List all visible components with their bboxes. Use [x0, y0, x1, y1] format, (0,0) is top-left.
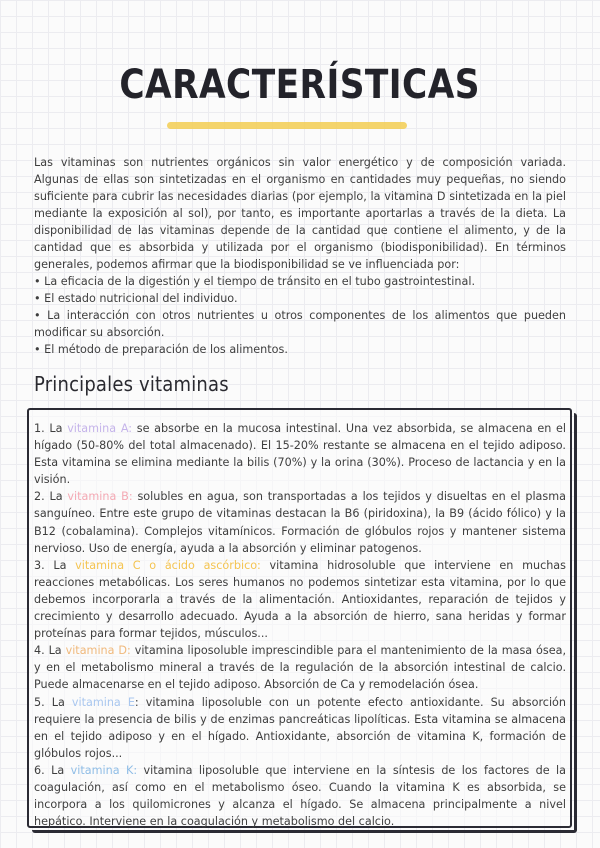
- vitamin-prefix: 4. La: [34, 644, 66, 658]
- intro-paragraph: Las vitaminas son nutrientes orgánicos sin valor energético y de composición variada. Algunas de ellas son sintetizadas en el organismo en cantidades muy pequeñas, no siendo suficiente para cubrir las necesidades diarias (por ejemplo, la vitamina D sintetizada en la piel mediante la exposición al sol), por tanto, es importante aportarlas a través de la dieta. La disponibilidad de las vitaminas depende de la cantidad que contiene el alimento, y de la cantidad que es absorbida y utilizada por el organismo (biodisponibilidad). En términos generales, podemos afirmar que la biodisponibilidad se ve influenciada por:: [34, 156, 566, 271]
- vitamin-item-e: [34, 694, 566, 762]
- vitamin-prefix: 2. La: [34, 490, 68, 504]
- title-container: [0, 62, 600, 108]
- vitamin-item-k: [34, 762, 566, 830]
- vitamin-name-c: vitamina C o ácido ascórbico:: [75, 558, 261, 572]
- vitamin-text: vitamina hidrosoluble que interviene en muchas reacciones metabólicas. Los seres humanos no podemos sintetizar esta vitamina, por lo que debemos incorporarla a través de la alimentación. Antioxidantes, reparación de tejidos y crecimiento y desarrollo adecuado. Ayuda a la absorción de hierro, sana heridas y formar proteínas para formar tejidos, músculos...: [34, 558, 566, 641]
- vitamin-name-a: vitamina A:: [67, 422, 133, 435]
- vitamin-prefix: 3. La: [34, 558, 76, 572]
- vitamin-item-c: [34, 557, 566, 642]
- intro-bullet: • El método de preparación de los alimentos.: [34, 343, 288, 356]
- vitamin-item-d: [34, 642, 566, 693]
- vitamin-name-b: vitamina B:: [67, 490, 133, 504]
- vitamin-item-a: [34, 420, 566, 488]
- vitamin-text: vitamina liposoluble que interviene en la síntesis de los factores de la coagulación, así como en el metabolismo óseo. Cuando la vitamina K es absorbida, se incorpora a los quilomicrones y alcanza el hígado. Se almacena principalmente a nivel hepático. Interviene en la coagulación y metabolismo del calcio.: [34, 763, 566, 829]
- vitamin-text: vitamina liposoluble imprescindible para el mantenimiento de la masa ósea, y en el metabolismo mineral a través de la regulación de la absorción intestinal de calcio. Puede almacenarse en el tejido adiposo. Absorción de Ca y remodelación ósea.: [34, 644, 567, 692]
- vitamin-name-d: vitamina D:: [65, 644, 131, 658]
- page-title: CARACTERÍSTICAS: [119, 62, 481, 108]
- vitamin-name-k: vitamina K:: [70, 763, 138, 777]
- vitamin-item-b: [34, 488, 566, 556]
- vitamin-name-e: vitamina E: [71, 695, 135, 709]
- vitamins-list: [34, 420, 566, 830]
- intro-bullet: • La eficacia de la digestión y el tiempo de tránsito en el tubo gastrointestinal.: [34, 275, 476, 288]
- vitamin-prefix: 6. La: [34, 763, 71, 777]
- vitamin-prefix: 5. La: [34, 695, 72, 709]
- intro-section: [34, 154, 566, 358]
- intro-bullet: • La interacción con otros nutrientes u otros componentes de los alimentos que pueden modificar su absorción.: [34, 309, 566, 339]
- vitamin-text: : vitamina liposoluble con un potente efecto antioxidante. Su absorción requiere la presencia de bilis y de enzimas pancreáticas lipolíticas. Esta vitamina se almacena en el tejido adiposo y en el hígado. Antioxidante, absorción de vitamina K, formación de glóbulos rojos...: [34, 695, 566, 760]
- vitamin-prefix: 1. La: [34, 422, 68, 435]
- section-title: Principales vitaminas: [34, 372, 229, 396]
- vitamin-text: se absorbe en la mucosa intestinal. Una vez absorbida, se almacena en el hígado (50-80% del total almacenado). El 15-20% restante se almacena en el tejido adiposo. Esta vitamina se elimina mediante la bilis (70%) y la orina (30%). Proceso de lactancia y en la visión.: [34, 422, 566, 487]
- intro-bullet: • El estado nutricional del individuo.: [34, 292, 238, 305]
- title-highlight-underline: [167, 122, 407, 129]
- vitamin-text: solubles en agua, son transportadas a los tejidos y disueltas en el plasma sanguíneo. Entre este grupo de vitaminas destacan la B6 (piridoxina), la B9 (ácido fólico) y la B12 (cobalamina). Complejos vitamínicos. Formación de glóbulos rojos y mantener sistema nervioso. Uso de energía, ayuda a la absorción y eliminar patogenos.: [34, 490, 566, 555]
